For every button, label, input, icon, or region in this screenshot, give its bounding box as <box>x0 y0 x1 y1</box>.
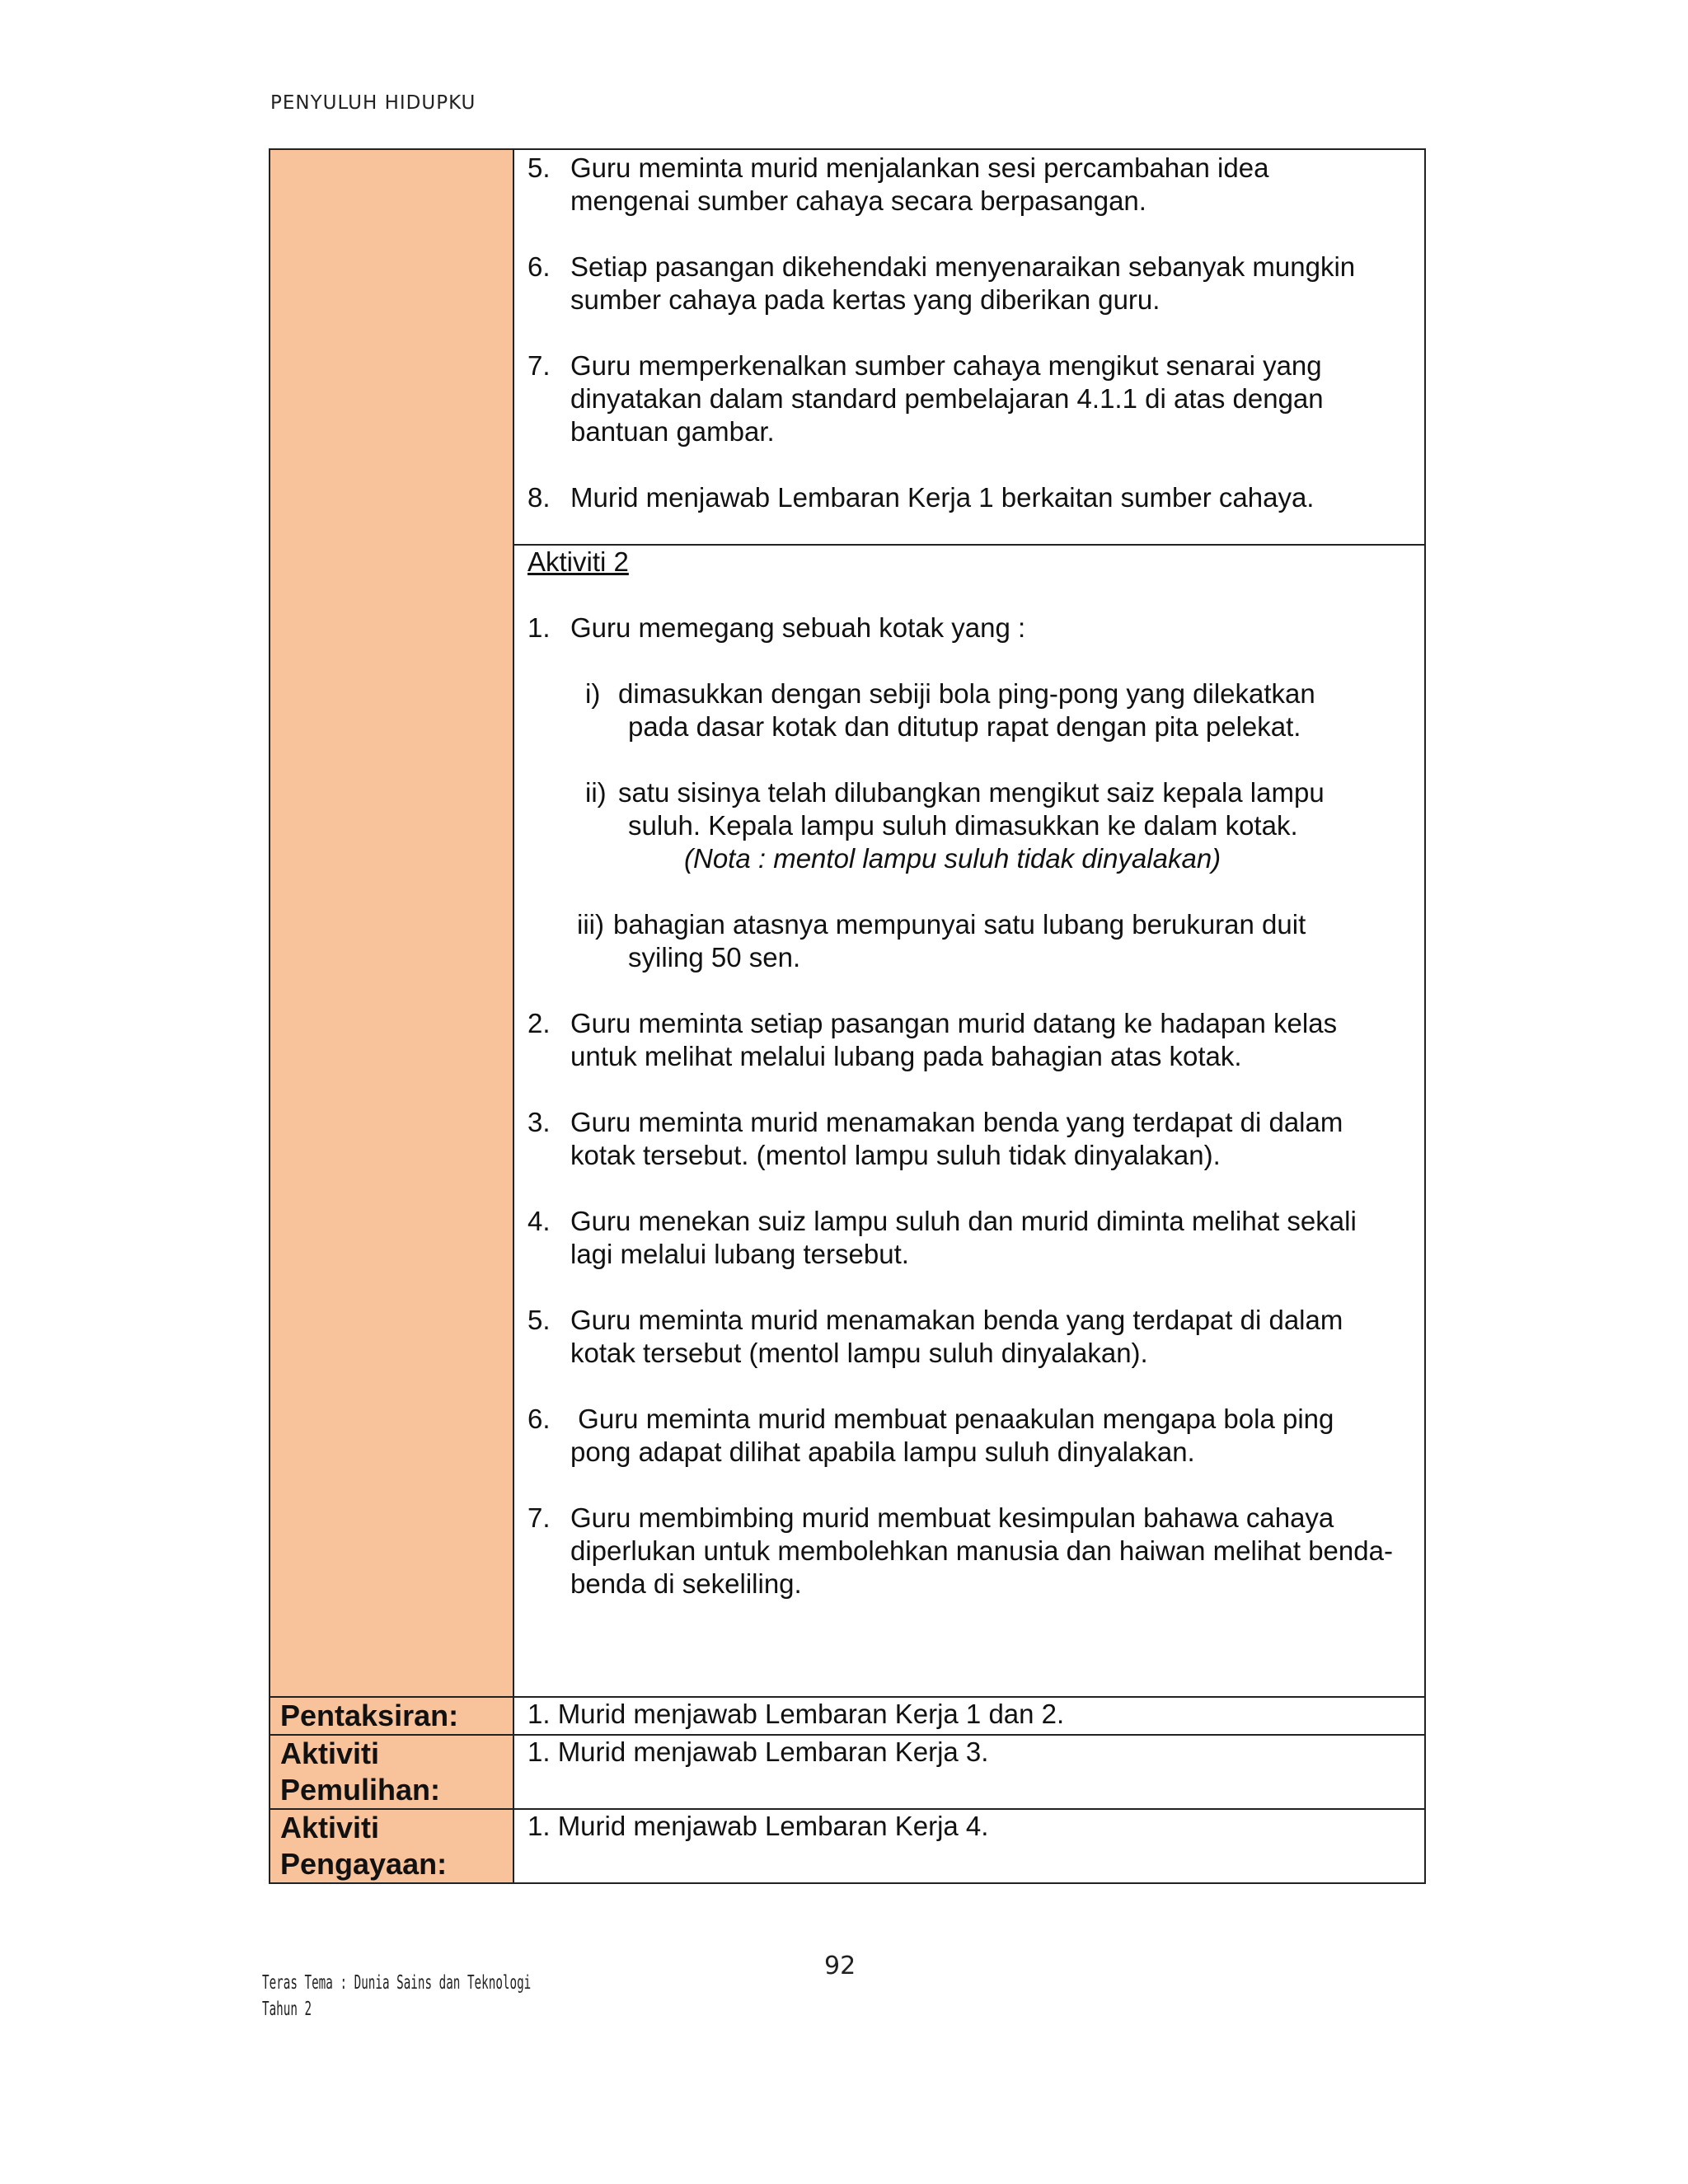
step-number: 5. <box>528 152 551 183</box>
pengayaan-label-line2: Pengayaan: <box>280 1847 448 1881</box>
step-item <box>528 1403 1409 1469</box>
step-item <box>528 1106 1409 1172</box>
step-text: Guru meminta murid menjalankan sesi percambahan idea <box>570 152 1269 183</box>
pentaksiran-text-cell <box>513 1697 1425 1735</box>
sub-item <box>528 776 1409 875</box>
step-item <box>528 481 1409 514</box>
step-text: Guru meminta murid menamakan benda yang terdapat di dalam <box>570 1305 1343 1335</box>
step-text: Guru memperkenalkan sumber cahaya mengikut senarai yang <box>570 350 1322 381</box>
step-number: 6. <box>528 251 551 282</box>
lesson-plan-table <box>269 148 1426 1884</box>
step-text-continuation: sumber cahaya pada kertas yang diberikan guru. <box>570 284 1160 315</box>
step-text-continuation: kotak tersebut (mentol lampu suluh dinyalakan). <box>570 1338 1148 1368</box>
footer-year: Tahun 2 <box>262 1999 312 2020</box>
step-number: 6. <box>528 1404 551 1434</box>
pentaksiran-text: 1. Murid menjawab Lembaran Kerja 1 dan 2. <box>528 1699 1065 1729</box>
sub-item-number: iii) <box>577 909 604 940</box>
activity-2-cell <box>513 545 1425 1697</box>
step-number: 7. <box>528 1502 551 1533</box>
pengayaan-text-cell <box>513 1809 1425 1883</box>
pemulihan-text-cell <box>513 1735 1425 1809</box>
label-cell-empty <box>270 149 513 1697</box>
sub-item-text-continuation: syiling 50 sen. <box>628 942 801 972</box>
step-number: 2. <box>528 1008 551 1038</box>
step-text-continuation: diperlukan untuk membolehkan manusia dan haiwan melihat benda-benda di sekeliling. <box>570 1535 1393 1599</box>
step-text: Guru meminta setiap pasangan murid datang ke hadapan kelas <box>570 1008 1338 1038</box>
step-number: 1. <box>528 612 551 643</box>
step-item <box>528 1007 1409 1073</box>
step-text-continuation: lagi melalui lubang tersebut. <box>570 1239 909 1269</box>
sub-item <box>528 677 1409 743</box>
page-header: PENYULUH HIDUPKU <box>270 92 476 114</box>
step-text-continuation: untuk melihat melalui lubang pada bahagian atas kotak. <box>570 1041 1242 1071</box>
step-number: 7. <box>528 350 551 381</box>
pengayaan-label-cell <box>270 1809 513 1883</box>
step-item <box>528 251 1409 316</box>
page-number: 92 <box>824 1952 856 1980</box>
footer-theme-block <box>262 1970 531 2022</box>
step-item <box>528 1304 1409 1370</box>
sub-item-number: ii) <box>585 777 607 808</box>
step-item <box>528 1205 1409 1271</box>
step-text: Guru membimbing murid membuat kesimpulan bahawa cahaya <box>570 1502 1334 1533</box>
step-text: Murid menjawab Lembaran Kerja 1 berkaitan sumber cahaya. <box>570 482 1315 513</box>
sub-item-number: i) <box>585 678 601 709</box>
step-text: Guru meminta murid menamakan benda yang terdapat di dalam <box>570 1107 1343 1137</box>
step-text-continuation: pong adapat dilihat apabila lampu suluh dinyalakan. <box>570 1436 1195 1467</box>
pentaksiran-label: Pentaksiran: <box>280 1699 459 1732</box>
sub-item-text: bahagian atasnya mempunyai satu lubang berukuran duit <box>613 909 1306 940</box>
pengayaan-label-line1: Aktiviti <box>280 1811 380 1844</box>
step-item <box>528 612 1409 644</box>
step-text: Guru meminta murid membuat penaakulan mengapa bola ping <box>570 1404 1334 1434</box>
pengayaan-text: 1. Murid menjawab Lembaran Kerja 4. <box>528 1811 989 1841</box>
footer-theme: Teras Tema : Dunia Sains dan Teknologi <box>262 1972 532 1994</box>
pemulihan-label-line2: Pemulihan: <box>280 1773 441 1807</box>
step-text-continuation: dinyatakan dalam standard pembelajaran 4.1.1 di atas dengan bantuan gambar. <box>570 383 1324 447</box>
step-item <box>528 349 1409 448</box>
step-text-continuation: kotak tersebut. (mentol lampu suluh tidak dinyalakan). <box>570 1140 1221 1170</box>
step-text: Guru memegang sebuah kotak yang : <box>570 612 1026 643</box>
step-number: 3. <box>528 1107 551 1137</box>
note-text: (Nota : mentol lampu suluh tidak dinyalakan) <box>684 843 1221 874</box>
step-number: 4. <box>528 1206 551 1236</box>
activity-title: Aktiviti 2 <box>528 546 629 577</box>
step-item <box>528 152 1409 218</box>
sub-item-text: dimasukkan dengan sebiji bola ping-pong yang dilekatkan <box>618 678 1315 709</box>
step-text-continuation: mengenai sumber cahaya secara berpasangan. <box>570 185 1146 216</box>
step-item <box>528 1633 1409 1666</box>
pemulihan-label-cell <box>270 1735 513 1809</box>
step-item <box>528 1502 1409 1601</box>
step-number: 8. <box>528 482 551 513</box>
pentaksiran-label-cell <box>270 1697 513 1735</box>
step-number: 5. <box>528 1305 551 1335</box>
sub-item-text-continuation: pada dasar kotak dan ditutup rapat dengan pita pelekat. <box>628 711 1301 742</box>
sub-item <box>528 908 1409 974</box>
step-text: Setiap pasangan dikehendaki menyenaraikan sebanyak mungkin <box>570 251 1356 282</box>
activity-1-steps-cell <box>513 149 1425 545</box>
step-text: Guru menekan suiz lampu suluh dan murid diminta melihat sekali <box>570 1206 1357 1236</box>
sub-item-text-continuation: suluh. Kepala lampu suluh dimasukkan ke dalam kotak. <box>628 810 1298 841</box>
pemulihan-text: 1. Murid menjawab Lembaran Kerja 3. <box>528 1736 989 1767</box>
pemulihan-label-line1: Aktiviti <box>280 1736 380 1770</box>
sub-item-text: satu sisinya telah dilubangkan mengikut saiz kepala lampu <box>618 777 1325 808</box>
